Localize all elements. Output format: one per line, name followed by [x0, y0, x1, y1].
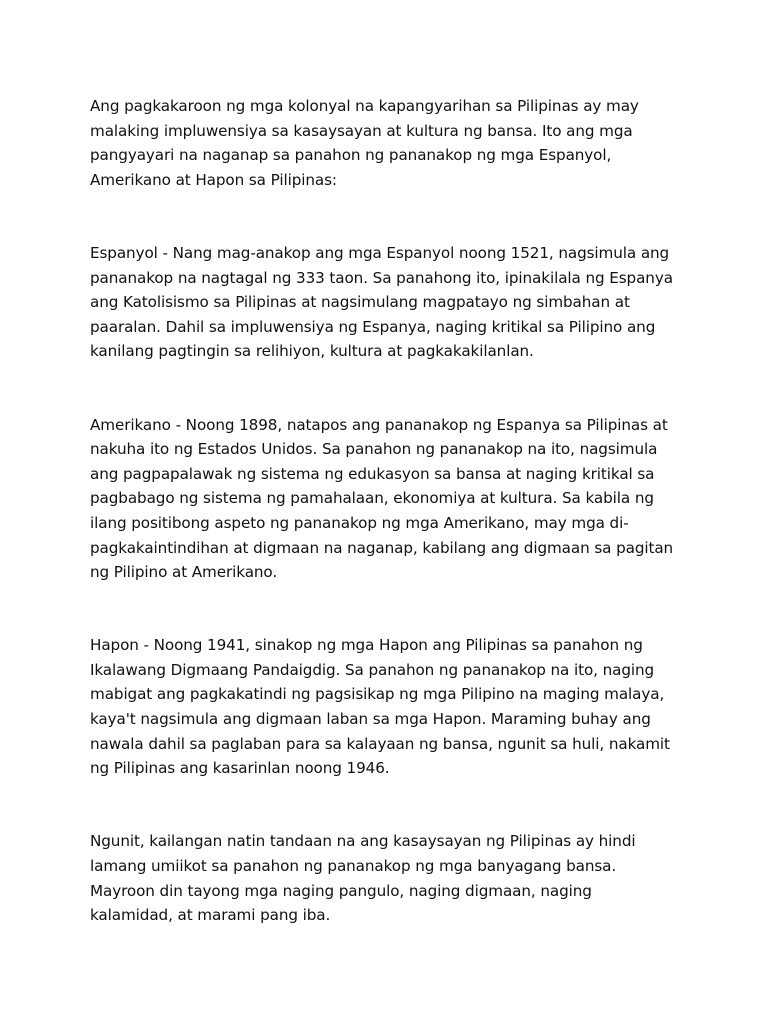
text-line: nawala dahil sa paglaban para sa kalayaan ng bansa, ngunit sa huli, nakamit: [90, 734, 670, 753]
text-line: pangyayari na naganap sa panahon ng pananakop ng mga Espanyol,: [90, 146, 612, 165]
text-line: Ngunit, kailangan natin tandaan na ang kasaysayan ng Pilipinas ay hindi: [90, 832, 636, 851]
paragraph-espanyol: [90, 241, 690, 364]
text-line: kanilang pagtingin sa relihiyon, kultura at pagkakakilanlan.: [90, 342, 534, 361]
text-line: Mayroon din tayong mga naging pangulo, naging digmaan, naging: [90, 881, 592, 900]
text-line: paaralan. Dahil sa impluwensiya ng Espanya, naging kritikal sa Pilipino ang: [90, 317, 656, 336]
text-line: mabigat ang pagkakatindi ng pagsisikap ng mga Pilipino na maging malaya,: [90, 685, 665, 704]
paragraph-conclusion: [90, 829, 690, 927]
text-line: Amerikano at Hapon sa Pilipinas:: [90, 170, 337, 189]
text-line: kalamidad, at marami pang iba.: [90, 906, 331, 925]
paragraph-hapon: [90, 633, 690, 781]
text-line: malaking impluwensiya sa kasaysayan at kultura ng bansa. Ito ang mga: [90, 121, 633, 140]
document-body: [90, 94, 690, 928]
text-line: Ikalawang Digmaang Pandaigdig. Sa panahon ng pananakop na ito, naging: [90, 660, 655, 679]
text-line: ilang positibong aspeto ng pananakop ng mga Amerikano, may mga di-: [90, 513, 629, 532]
text-line: pagbabago ng sistema ng pamahalaan, ekonomiya at kultura. Sa kabila ng: [90, 489, 654, 508]
text-line: lamang umiikot sa panahon ng pananakop ng mga banyagang bansa.: [90, 857, 617, 876]
text-line: Ang pagkakaroon ng mga kolonyal na kapangyarihan sa Pilipinas ay may: [90, 97, 639, 115]
text-line: ang Katolisismo sa Pilipinas at nagsimulang magpatayo ng simbahan at: [90, 293, 630, 312]
text-line: ang pagpapalawak ng sistema ng edukasyon sa bansa at naging kritikal sa: [90, 464, 655, 483]
text-line: pagkakaintindihan at digmaan na naganap, kabilang ang digmaan sa pagitan: [90, 538, 674, 557]
text-line: pananakop na nagtagal ng 333 taon. Sa panahong ito, ipinakilala ng Espanya: [90, 268, 673, 287]
text-line: ng Pilipino at Amerikano.: [90, 563, 278, 582]
text-line: ng Pilipinas ang kasarinlan noong 1946.: [90, 759, 390, 778]
text-line: Amerikano - Noong 1898, natapos ang pananakop ng Espanya sa Pilipinas at: [90, 415, 668, 434]
paragraph-amerikano: [90, 413, 690, 585]
text-line: Espanyol - Nang mag-anakop ang mga Espanyol noong 1521, nagsimula ang: [90, 243, 670, 262]
text-line: nakuha ito ng Estados Unidos. Sa panahon ng pananakop na ito, nagsimula: [90, 440, 658, 459]
paragraph-intro: [90, 94, 690, 192]
text-line: kaya't nagsimula ang digmaan laban sa mga Hapon. Maraming buhay ang: [90, 710, 651, 729]
text-line: Hapon - Noong 1941, sinakop ng mga Hapon ang Pilipinas sa panahon ng: [90, 636, 643, 655]
